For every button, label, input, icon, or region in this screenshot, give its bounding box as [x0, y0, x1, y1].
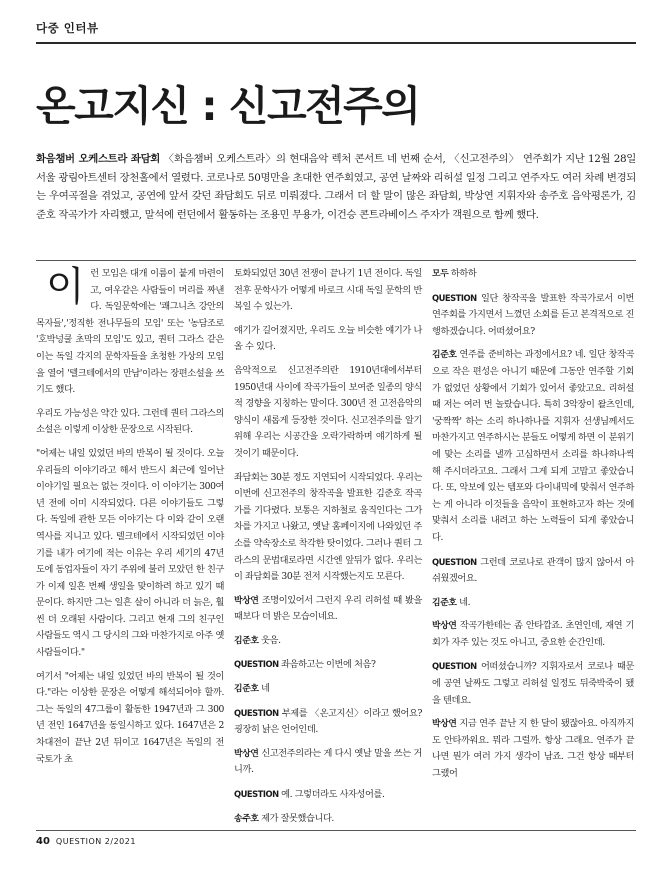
speaker-name: QUESTION — [234, 659, 279, 670]
column-3 — [432, 266, 634, 790]
quote-paragraph: "어제는 내일 있었던 바의 반복이 될 것이다. 오늘 우리들의 이야기라고 해서 반드시 최근에 일어난 이야기일 필요는 없는 것이다. 이 이야기는 300여 년 전에 이미 시작되었다. 다른 이야기들도 그렇다. 독일에 관한 모든 이야기는 다 이와 같이 오랜 역사를 지니고 있다. 텔크테에서 시작되었던 이야기를 내가 여기에 적는 이유는 우리 세기의 47년도에 동업자들이 자기 주위에 불러 모았던 한 친구가 이제 일흔 번째 생일을 맞이하려 하고 있기 때문이다. 하지만 그는 일흔 살이 아니라 더 늙은, 훨씬 더 오래된 사람이다. 그리고 현재 그의 친구인 사람들도 역시 그 당시의 그와 마찬가지로 아주 옛 사람들이다." — [36, 447, 224, 659]
dialogue-line — [234, 746, 422, 779]
dialogue-line — [432, 716, 634, 782]
speaker-name: QUESTION — [234, 789, 279, 800]
dialogue-line — [234, 811, 422, 828]
dialogue-text: 부제를 〈온고지신〉이라고 했어요? 굉장히 낡은 언어인데. — [234, 707, 422, 736]
page-number: 40 — [36, 836, 50, 847]
dialogue-text: 조명이있어서 그런지 우리 리허설 때 봤을 때보다 더 밝은 모습이네요. — [234, 594, 422, 623]
speaker-name: 김준호 — [432, 597, 457, 608]
dialogue-text: 작곡가한테는 좀 안타깝죠. 초연인데, 재연 기회가 자주 있는 것도 아니고, 중요한 순간인데. — [432, 620, 634, 648]
speaker-name: 김준호 — [432, 350, 457, 361]
speaker-name: 박상연 — [234, 748, 259, 759]
speaker-name: 김준호 — [234, 684, 259, 695]
speaker-name: QUESTION — [234, 707, 279, 718]
lead-rule — [36, 260, 636, 261]
dialogue-text: 네. — [456, 596, 471, 608]
paragraph: 음악적으로 신고전주의란 1910년대에서부터 1950년대 사이에 작곡가들이 보여준 일종의 양식적 경향을 지칭하는 말이다. 300년 전 고전음악의 양식이 새롭게 등장한 것이다. 신고전주의를 알기 위해 우리는 시공간을 오락가락하며 얘기하게 될 것이기 때문이다. — [234, 364, 422, 459]
dialogue-line — [234, 705, 422, 739]
lead-text: 〈화음챔버 오케스트라〉의 현대음악 렉처 콘서트 네 번째 순서, 〈신고전주의〉 연주회가 지난 12월 28일 서울 광림아트센터 장천홀에서 열렸다. 코로나로 50명만을 초대한 연주회였고, 공연 날짜와 리허설 일정 그리고 연주자도 여러 차례 변경되는 우여곡절을 겪었고, 공연에 앞서 갖던 좌담회도 뒤로 미뤄졌다. 그래서 더 할 말이 많은 좌담회, 박상연 지휘자와 송주호 음악평론가, 김준호 작곡가가 자리했고, 말석에 런던에서 활동하는 조용민 무용가, 이건승 콘트라베이스 주자가 객원으로 함께 했다. — [36, 153, 636, 221]
dialogue-line — [432, 347, 634, 546]
paragraph: 얘기가 길어졌지만, 우리도 오늘 비슷한 얘기가 나올 수 있다. — [234, 324, 422, 353]
dialogue-text: 웃음. — [258, 634, 281, 646]
dialogue-text: 일단 창작곡을 발표한 작곡가로서 이번 연주회를 가지면서 느꼈던 소회를 듣고 본격적으로 진행하겠습니다. 어떠셨어요? — [432, 292, 634, 337]
speaker-name: QUESTION — [432, 661, 477, 672]
dialogue-line — [432, 618, 634, 651]
speaker-name: QUESTION — [432, 292, 477, 303]
lead-kicker: 화음챔버 오케스트라 좌담회 — [36, 153, 160, 165]
header-rule — [36, 42, 636, 44]
dialogue-text: 하하하 — [448, 268, 477, 279]
page-footer — [36, 836, 136, 847]
speaker-name: 김준호 — [234, 635, 259, 646]
article-lead — [36, 150, 636, 224]
dialogue-line — [432, 595, 634, 612]
speaker-name: 송주호 — [234, 813, 259, 824]
dialogue-line — [432, 266, 634, 283]
dialogue-line — [432, 658, 634, 709]
speaker-name: 박상연 — [234, 595, 259, 606]
speaker-name: 모두 — [432, 269, 449, 279]
column-2 — [234, 266, 422, 834]
dialogue-line — [234, 633, 422, 650]
dialogue-text: 예. 그렇더라도 사자성어를. — [278, 789, 385, 801]
paragraph-text: 런 모임은 대개 이름이 붙게 마련이고, 여우같은 사람들이 머리를 짜낸다. 독일문학에는 '쾌그니츠 강안의 목자들','정직한 전나무들의 모임' 또는 '농담조로 '호박넝쿨 초막의 모임'도 있고, 퀀터 그라스 같은 이는 독일 각지의 문학자들을 초청한 가상의 모임을 열어 '텔크테에서의 만남'이라는 장편소설을 쓰기도 했다. — [36, 268, 224, 396]
section-label: 다중 인터뷰 — [36, 21, 99, 35]
paragraph: 우리도 가능성은 약간 있다. 그런데 퀀터 그라스의 소설은 이렇게 이상한 문장으로 시작된다. — [36, 407, 224, 436]
footer-rule — [36, 830, 636, 831]
paragraph: 여기서 "어제는 내일 있었던 바의 반복이 될 것이다."라는 이상한 문장은 어떻게 해석되어야 할까. 그는 독일의 47그룹이 활동한 1947년과 그 300년 전인 1647년을 동일시하고 있다. 1647년은 2차대전이 끝난 2년 뒤이고 1647년은 독일의 전 국토가 초 — [36, 670, 224, 765]
dialogue-text: 연주를 준비하는 과정에서요? 네. 일단 창작곡으로 작은 편성은 아니기 때문에 그동안 연주할 기회가 없었던 상황에서 기회가 있어서 좋았고요. 리허설 때 저는 여러 번 놀랐습니다. 특히 3악장이 왈츠인데, '궁짝짝' 하는 소리 하나하나를 지휘자 선생님께서도 마찬가지고 연주하시는 분들도 어떻게 하면 이 분위기에 맞는 소리를 낼까 고심하면서 소리를 하나하나씩 해 주시더라고요. 그래서 그게 되게 고맙고 좋았습니다. 또, 악보에 있는 템포와 다이내믹에 맞춰서 연주하는 게 아니라 이것들을 음악이 표현하고자 하는 것에 맞춰서 소리를 내려고 하는 노력들이 되게 좋았습니다. — [432, 349, 634, 543]
dialogue-line — [234, 656, 422, 674]
dialogue-text: 제가 잘못했습니다. — [258, 812, 334, 824]
dialogue-line — [234, 786, 422, 804]
magazine-issue: QUESTION 2/2021 — [55, 837, 136, 846]
paragraph: 좌담회는 30분 정도 지연되어 시작되었다. 우리는 이번에 신고전주의 창작곡을 발표한 김준호 작곡가를 기다렸다. 보통은 지하철로 움직인다는 그가 차를 가지고 나왔고, 옛날 홈페이지에 나와있던 주소를 약속장소로 착각한 탓이었다. 그러나 퀀터 그라스의 문법대로라면 시간엔 앞뒤가 없다. 우리는 이 좌담회를 30분 전저 시작했는지도 모른다. — [234, 471, 422, 583]
dialogue-line — [432, 290, 634, 341]
paragraph: 토화되었던 30년 전쟁이 끝나기 1년 전이다. 독일 전후 문학사가 어떻게 바로크 시대 독일 문학의 반복일 수 있는가. — [234, 268, 422, 313]
speaker-name: QUESTION — [432, 556, 477, 567]
dialogue-text: 신고전주의라는 게 다시 옛날 말을 쓰는 거니까. — [234, 747, 422, 776]
dialogue-line — [234, 681, 422, 698]
dialogue-text: 어떠셨습니까? 지휘자로서 코로나 때문에 공연 날짜도 그렇고 리허설 일정도 뒤죽박죽이 됐을 텐데요. — [432, 661, 634, 706]
dialogue-text: 지금 연주 끝난 지 한 달이 됐잖아요. 아직까지도 안타까워요. 뭐라 그럴까. 항상 그래요. 연주가 끝나면 뭔가 여러 가지 생각이 남죠. 그건 항상 때부터 그랬어 — [432, 718, 634, 780]
paragraph — [36, 266, 224, 399]
dialogue-line — [432, 554, 634, 588]
article-title: 온고지신 : 신고전주의 — [36, 82, 420, 130]
dialogue-text: 네 — [258, 683, 270, 695]
speaker-name: 박상연 — [432, 621, 457, 632]
dialogue-line — [234, 593, 422, 626]
speaker-name: 박상연 — [432, 719, 457, 730]
dialogue-text: 그런데 코로나로 관객이 많지 않아서 아쉬웠겠어요. — [432, 556, 634, 585]
column-1 — [36, 266, 224, 775]
dialogue-text: 좌음하고는 이번에 처음? — [278, 659, 376, 671]
drop-cap: 이 — [46, 264, 85, 310]
